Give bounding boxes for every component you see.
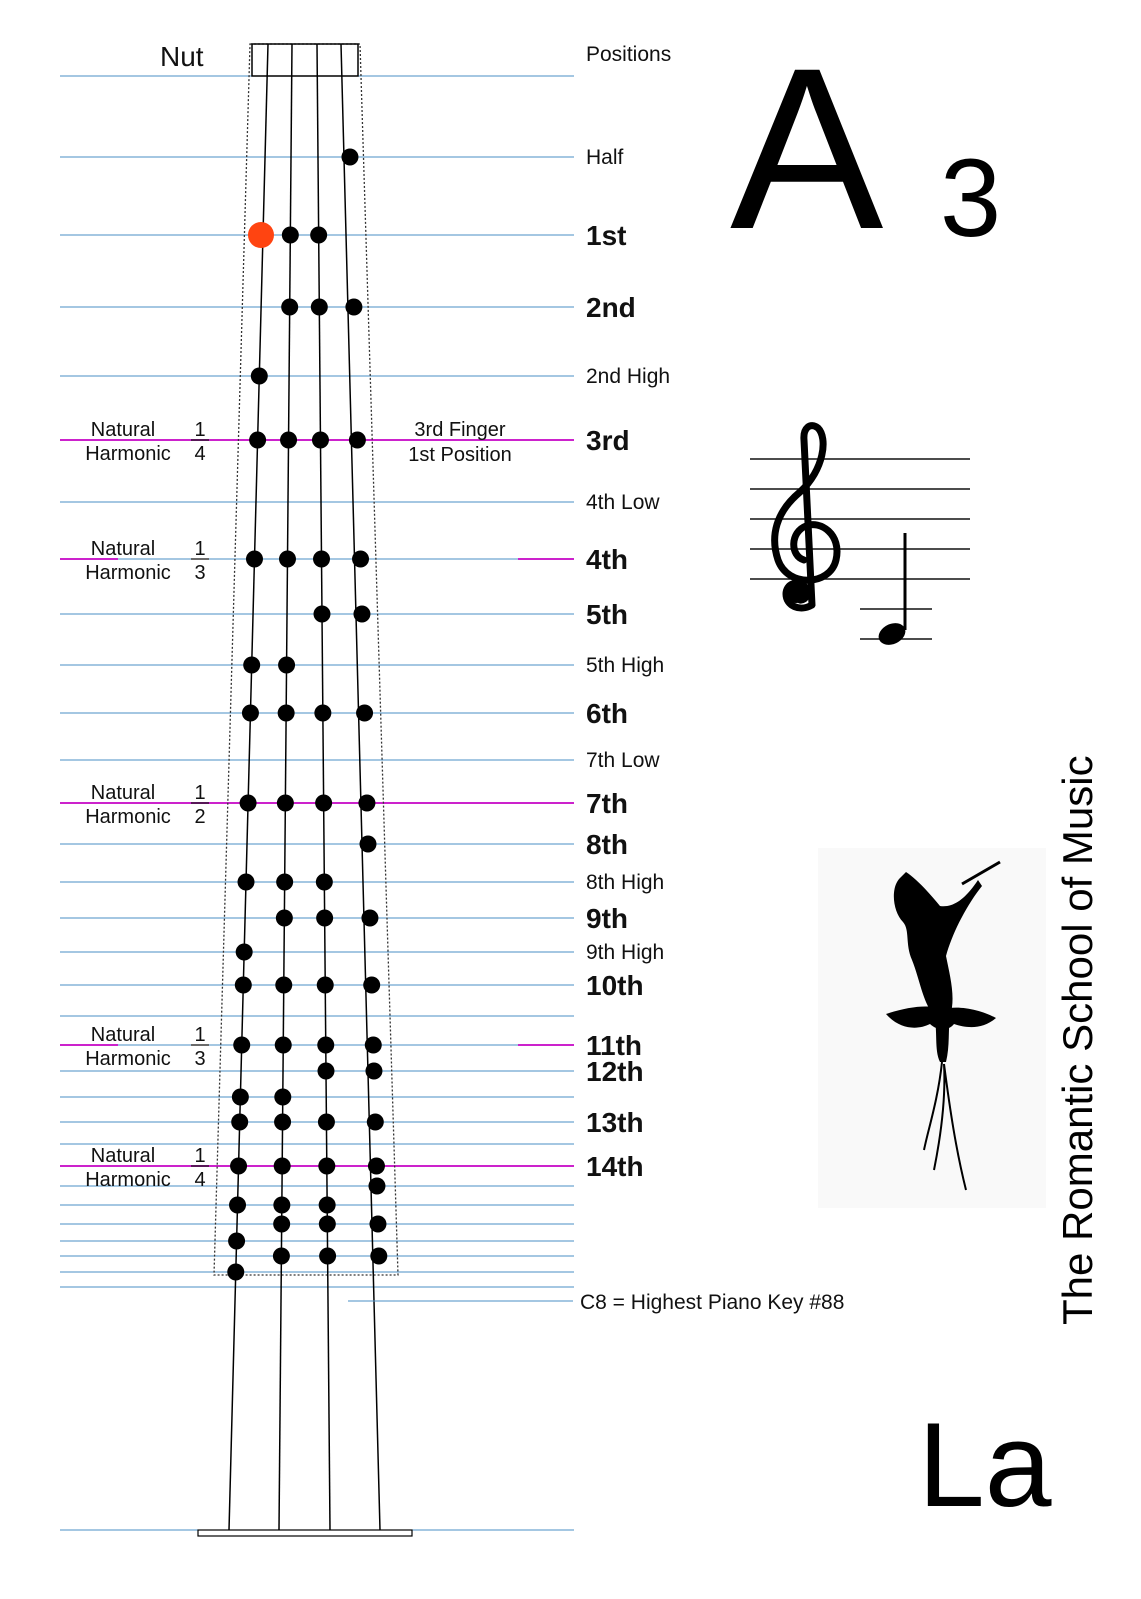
harmonic-word2: Harmonic bbox=[85, 562, 171, 584]
finger-dot bbox=[274, 1089, 291, 1106]
finger-dot bbox=[251, 368, 268, 385]
position-label: 14th bbox=[586, 1151, 644, 1182]
finger-dot bbox=[312, 432, 329, 449]
finger-dot bbox=[273, 1216, 290, 1233]
finger-dot bbox=[368, 1178, 385, 1195]
position-label: 3rd bbox=[586, 425, 630, 456]
harmonic-word1: Natural bbox=[90, 419, 156, 441]
finger-dot bbox=[273, 1197, 290, 1214]
string-1 bbox=[229, 44, 268, 1530]
position-label: Half bbox=[586, 146, 624, 169]
finger-dot bbox=[279, 551, 296, 568]
position-label: 12th bbox=[586, 1056, 644, 1087]
natural-harmonic-label bbox=[85, 1024, 209, 1070]
position-label: 9th bbox=[586, 903, 628, 934]
finger-dot bbox=[365, 1063, 382, 1080]
finger-dot bbox=[358, 795, 375, 812]
finger-dot bbox=[368, 1158, 385, 1175]
finger-dot bbox=[281, 299, 298, 316]
finger-dot bbox=[352, 551, 369, 568]
music-staff bbox=[750, 459, 970, 579]
solfege-syllable: La bbox=[918, 1398, 1052, 1532]
position-label: 7th Low bbox=[586, 749, 660, 772]
strings bbox=[229, 44, 380, 1530]
harmonic-denominator: 4 bbox=[194, 443, 206, 465]
finger-dot bbox=[316, 910, 333, 927]
harmonic-word1: Natural bbox=[90, 1024, 156, 1046]
position-label: 2nd High bbox=[586, 365, 671, 388]
finger-dot bbox=[275, 977, 292, 994]
finger-dot bbox=[282, 227, 299, 244]
finger-dot bbox=[280, 432, 297, 449]
finger-dot bbox=[311, 299, 328, 316]
harmonic-denominator: 3 bbox=[194, 1048, 206, 1070]
finger-dot bbox=[367, 1114, 384, 1131]
finger-dot bbox=[274, 1114, 291, 1131]
finger-dot bbox=[310, 227, 327, 244]
note-letter: A bbox=[730, 20, 884, 277]
finger-dot bbox=[315, 795, 332, 812]
finger-dot bbox=[370, 1248, 387, 1265]
finger-dot bbox=[353, 606, 370, 623]
finger-dot bbox=[316, 874, 333, 891]
finger-dot bbox=[356, 705, 373, 722]
harmonic-numerator: 1 bbox=[194, 782, 206, 804]
position-label: 4th bbox=[586, 544, 628, 575]
finger-dot bbox=[233, 1037, 250, 1054]
harmonic-word1: Natural bbox=[90, 538, 156, 560]
finger-dot bbox=[345, 299, 362, 316]
finger-dot bbox=[275, 1037, 292, 1054]
finger-dot bbox=[319, 1216, 336, 1233]
natural-harmonic-label bbox=[85, 782, 209, 828]
natural-harmonic-label bbox=[85, 538, 209, 584]
finger-dot bbox=[243, 657, 260, 674]
string-2 bbox=[279, 44, 292, 1530]
finger-note-line1: 3rd Finger bbox=[414, 419, 506, 441]
harmonic-numerator: 1 bbox=[194, 1145, 206, 1167]
string-3 bbox=[317, 44, 330, 1530]
finger-dot bbox=[227, 1264, 244, 1281]
harmonic-word2: Harmonic bbox=[85, 806, 171, 828]
highlighted-finger-dot bbox=[248, 222, 274, 248]
finger-dot bbox=[278, 705, 295, 722]
string-4 bbox=[341, 44, 380, 1530]
note-octave: 3 bbox=[940, 137, 1002, 260]
finger-dot bbox=[318, 1114, 335, 1131]
finger-dot bbox=[319, 1197, 336, 1214]
finger-dot bbox=[277, 795, 294, 812]
natural-harmonic-label bbox=[85, 1145, 209, 1191]
position-label: 8th High bbox=[586, 871, 665, 894]
position-label: 2nd bbox=[586, 292, 636, 323]
finger-dot bbox=[229, 1197, 246, 1214]
harmonic-numerator: 1 bbox=[194, 419, 206, 441]
harmonic-word2: Harmonic bbox=[85, 1048, 171, 1070]
nut-label: Nut bbox=[160, 41, 204, 72]
finger-dot bbox=[365, 1037, 382, 1054]
finger-dot bbox=[232, 1089, 249, 1106]
finger-dot bbox=[317, 977, 334, 994]
finger-dot bbox=[369, 1216, 386, 1233]
position-label: 1st bbox=[586, 220, 627, 251]
harmonic-numerator: 1 bbox=[194, 538, 206, 560]
finger-dot bbox=[313, 606, 330, 623]
position-label: 9th High bbox=[586, 941, 665, 964]
finger-dot bbox=[273, 1248, 290, 1265]
finger-dot bbox=[276, 874, 293, 891]
finger-dot bbox=[236, 944, 253, 961]
harmonic-denominator: 4 bbox=[194, 1169, 206, 1191]
finger-dot bbox=[276, 910, 293, 927]
quarter-note-icon bbox=[860, 533, 932, 649]
position-label: 10th bbox=[586, 970, 644, 1001]
finger-dot bbox=[228, 1233, 245, 1250]
finger-dot bbox=[317, 1063, 334, 1080]
harmonic-word1: Natural bbox=[90, 782, 156, 804]
bridge bbox=[198, 1530, 412, 1536]
position-label: 11th bbox=[586, 1030, 643, 1061]
position-label: 6th bbox=[586, 698, 628, 729]
position-label: 8th bbox=[586, 829, 628, 860]
finger-dot bbox=[318, 1158, 335, 1175]
position-label: 5th bbox=[586, 599, 628, 630]
position-label: 13th bbox=[586, 1107, 644, 1138]
position-label: 7th bbox=[586, 788, 628, 819]
finger-dot bbox=[359, 836, 376, 853]
finger-dot bbox=[249, 432, 266, 449]
harmonic-denominator: 2 bbox=[194, 806, 206, 828]
finger-dot bbox=[274, 1158, 291, 1175]
treble-clef-icon bbox=[775, 426, 837, 608]
position-label: 5th High bbox=[586, 654, 665, 677]
harmonic-labels bbox=[85, 419, 209, 1191]
finger-dot bbox=[238, 874, 255, 891]
harmonic-denominator: 3 bbox=[194, 562, 206, 584]
finger-dot bbox=[235, 977, 252, 994]
harmonic-numerator: 1 bbox=[194, 1024, 206, 1046]
highest-key-note: C8 = Highest Piano Key #88 bbox=[580, 1291, 845, 1314]
finger-dot bbox=[231, 1114, 248, 1131]
harmonic-word1: Natural bbox=[90, 1145, 156, 1167]
finger-dots bbox=[227, 149, 387, 1281]
harmonic-word2: Harmonic bbox=[85, 443, 171, 465]
finger-dot bbox=[319, 1248, 336, 1265]
position-labels bbox=[586, 146, 670, 1182]
violinist-silhouette-image bbox=[818, 848, 1046, 1208]
school-name: The Romantic School of Music bbox=[1054, 755, 1101, 1325]
positions-heading: Positions bbox=[586, 43, 672, 66]
natural-harmonic-label bbox=[85, 419, 209, 465]
position-label: 4th Low bbox=[586, 491, 660, 514]
finger-dot bbox=[349, 432, 366, 449]
finger-dot bbox=[230, 1158, 247, 1175]
finger-dot bbox=[242, 705, 259, 722]
harmonic-word2: Harmonic bbox=[85, 1169, 171, 1191]
finger-dot bbox=[314, 705, 331, 722]
finger-dot bbox=[361, 910, 378, 927]
finger-dot bbox=[278, 657, 295, 674]
finger-dot bbox=[246, 551, 263, 568]
finger-dot bbox=[341, 149, 358, 166]
finger-dot bbox=[317, 1037, 334, 1054]
finger-dot bbox=[240, 795, 257, 812]
finger-dot bbox=[313, 551, 330, 568]
finger-note-line2: 1st Position bbox=[408, 444, 512, 466]
finger-dot bbox=[363, 977, 380, 994]
